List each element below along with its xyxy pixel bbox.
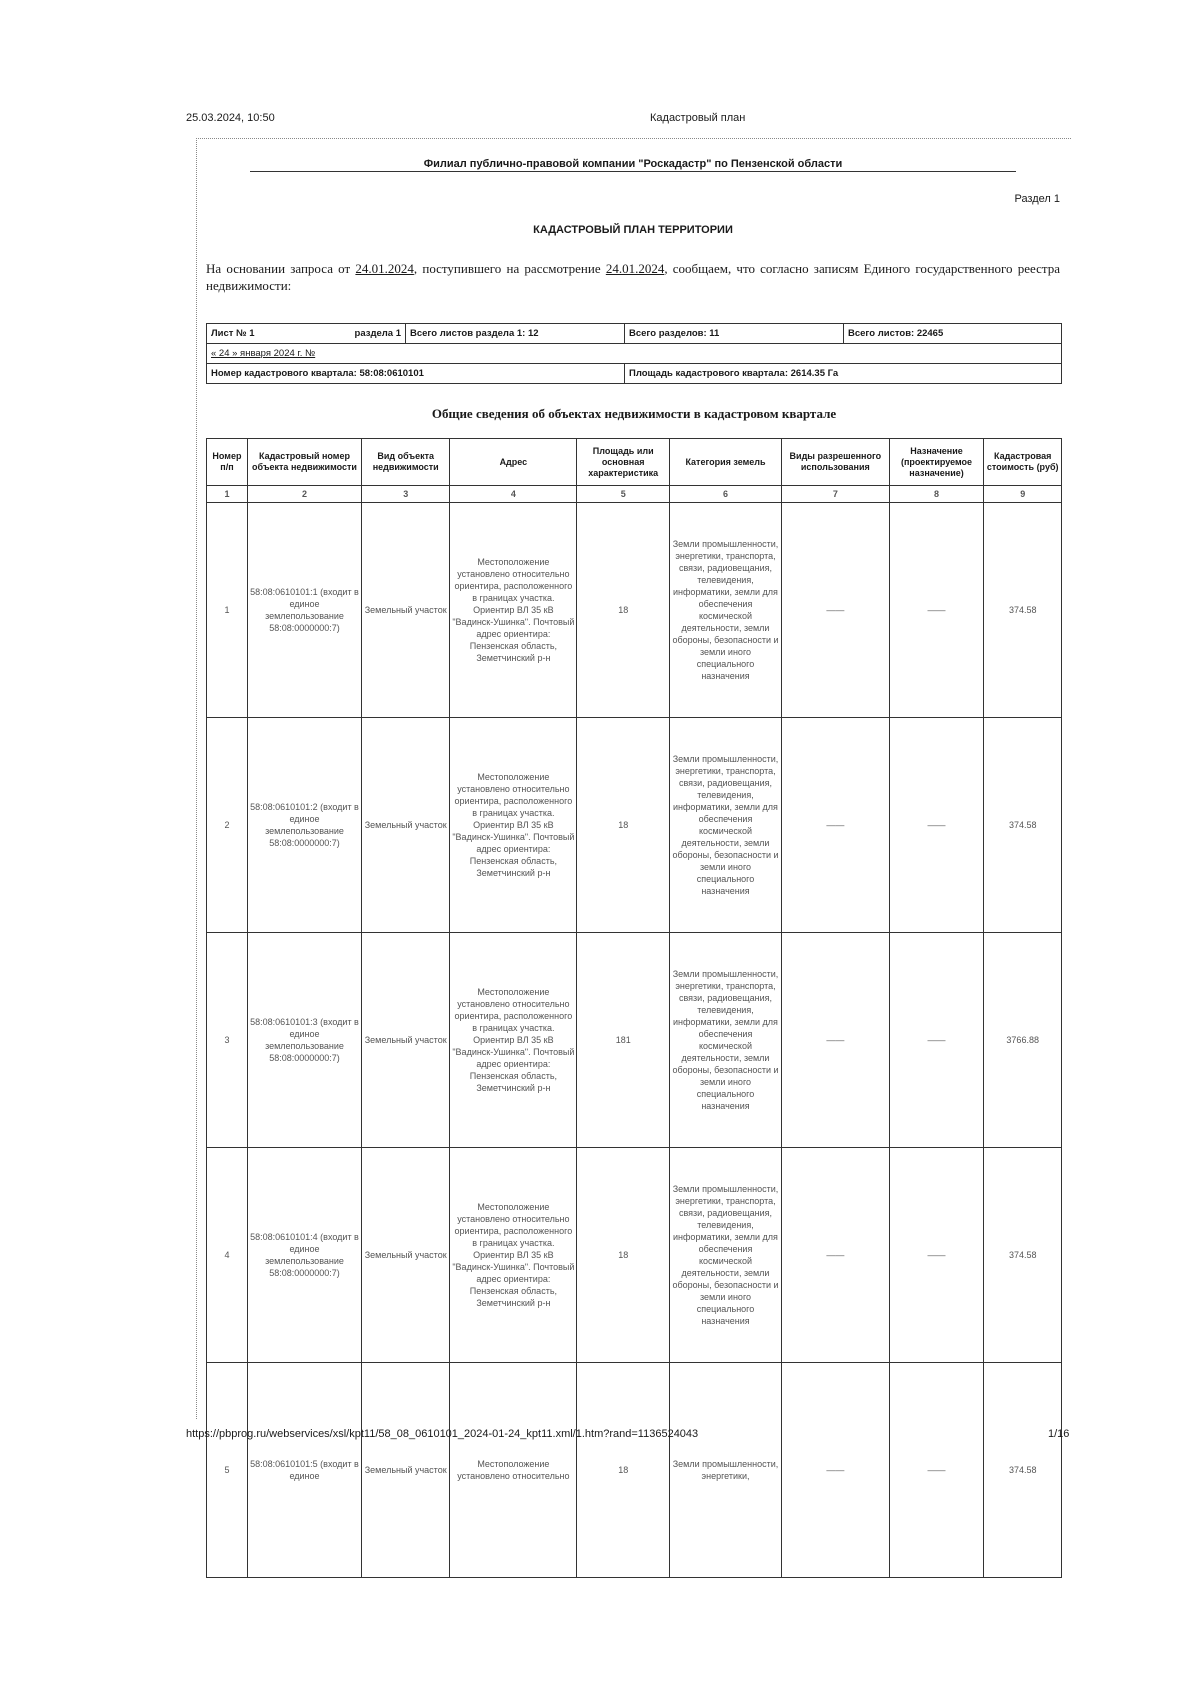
area-cell: 18 (577, 1363, 670, 1578)
column-number: 5 (577, 486, 670, 503)
cadastral-number-cell: 58:08:0610101:4 (входит в единое землепользование 58:08:0000000:7) (247, 1148, 361, 1363)
permitted-use-cell: —— (781, 933, 889, 1148)
column-header: Вид объекта недвижимости (362, 439, 450, 486)
column-number: 8 (889, 486, 984, 503)
address-cell: Местоположение установлено относительно ориентира, расположенного в границах участка. Ориентир ВЛ 35 кВ "Вадинск-Ушинка". Почтовый адрес ориентира: Пензенская область, Земетчинский р-н (450, 933, 577, 1148)
column-number: 1 (207, 486, 248, 503)
land-category-cell: Земли промышленности, энергетики, транспорта, связи, радиовещания, телевидения, информатики, земли для обеспечения космической деятельности, земли обороны, безопасности и земли иного специального назначения (670, 503, 782, 718)
column-header: Кадастровая стоимость (руб) (984, 439, 1062, 486)
area-cell: 18 (577, 503, 670, 718)
object-kind-cell: Земельный участок (362, 718, 450, 933)
purpose-cell: —— (889, 718, 984, 933)
page-counter: 1/16 (1048, 1428, 1070, 1440)
intro-text-start: На основании запроса от (206, 261, 351, 276)
land-category-cell: Земли промышленности, энергетики, транспорта, связи, радиовещания, телевидения, информатики, земли для обеспечения космической деятельности, земли обороны, безопасности и земли иного специального назначения (670, 933, 782, 1148)
purpose-cell: —— (889, 933, 984, 1148)
permitted-use-cell: —— (781, 1148, 889, 1363)
area-cell: 18 (577, 1148, 670, 1363)
column-number: 6 (670, 486, 782, 503)
row-number-cell: 1 (207, 503, 248, 718)
total-sections: Всего разделов: 11 (625, 324, 844, 344)
row-number-cell: 5 (207, 1363, 248, 1578)
column-header: Площадь или основная характеристика (577, 439, 670, 486)
column-number: 4 (450, 486, 577, 503)
row-number-cell: 2 (207, 718, 248, 933)
column-number: 2 (247, 486, 361, 503)
column-number: 9 (984, 486, 1062, 503)
table-row (207, 503, 1062, 718)
row-number-cell: 4 (207, 1148, 248, 1363)
area-cell: 181 (577, 933, 670, 1148)
cadastral-cost-cell: 374.58 (984, 718, 1062, 933)
object-kind-cell: Земельный участок (362, 503, 450, 718)
table-row (207, 718, 1062, 933)
address-cell: Местоположение установлено относительно ориентира, расположенного в границах участка. Ориентир ВЛ 35 кВ "Вадинск-Ушинка". Почтовый адрес ориентира: Пензенская область, Земетчинский р-н (450, 1148, 577, 1363)
permitted-use-cell: —— (781, 1363, 889, 1578)
column-number: 7 (781, 486, 889, 503)
table-row (207, 933, 1062, 1148)
cadastral-cost-cell: 374.58 (984, 1363, 1062, 1578)
address-cell: Местоположение установлено относительно ориентира, расположенного в границах участка. Ориентир ВЛ 35 кВ "Вадинск-Ушинка". Почтовый адрес ориентира: Пензенская область, Земетчинский р-н (450, 503, 577, 718)
address-cell: Местоположение установлено относительно ориентира, расположенного в границах участка. Ориентир ВЛ 35 кВ "Вадинск-Ушинка". Почтовый адрес ориентира: Пензенская область, Земетчинский р-н (450, 718, 577, 933)
total-sheets-section: Всего листов раздела 1: 12 (406, 324, 625, 344)
purpose-cell: —— (889, 503, 984, 718)
cadastral-number-cell: 58:08:0610101:1 (входит в единое землепользование 58:08:0000000:7) (247, 503, 361, 718)
purpose-cell: —— (889, 1148, 984, 1363)
sheet-section: раздела 1 (354, 328, 401, 339)
table-number-row (207, 486, 1062, 503)
land-category-cell: Земли промышленности, энергетики, транспорта, связи, радиовещания, телевидения, информатики, земли для обеспечения космической деятельности, земли обороны, безопасности и земли иного специального назначения (670, 1148, 782, 1363)
intro-paragraph (206, 260, 1060, 294)
date-line (207, 344, 1062, 364)
table-header-row (207, 439, 1062, 486)
cadastral-number-cell: 58:08:0610101:2 (входит в единое землепользование 58:08:0000000:7) (247, 718, 361, 933)
column-header: Категория земель (670, 439, 782, 486)
page-url: https://pbprog.ru/webservices/xsl/kpt11/58_08_0610101_2024-01-24_kpt11.xml/1.htm?rand=1136524043 (186, 1428, 699, 1440)
print-title: Кадастровый план (650, 112, 746, 124)
cadastral-cost-cell: 374.58 (984, 503, 1062, 718)
permitted-use-cell: —— (781, 503, 889, 718)
object-kind-cell: Земельный участок (362, 1148, 450, 1363)
table-title: Общие сведения об объектах недвижимости в кадастровом квартале (431, 406, 837, 421)
print-datetime: 25.03.2024, 10:50 (186, 112, 275, 124)
organization-title: Филиал публично-правовой компании "Роскадастр" по Пензенской области (250, 158, 1016, 172)
intro-text-end: , сообщаем, что согласно записям Единого государственного реестра недвижимости: (206, 261, 1060, 293)
intro-text-mid: , поступившего на рассмотрение (413, 261, 601, 276)
column-header: Кадастровый номер объекта недвижимости (247, 439, 361, 486)
cadastral-cost-cell: 374.58 (984, 1148, 1062, 1363)
object-kind-cell: Земельный участок (362, 933, 450, 1148)
land-category-cell: Земли промышленности, энергетики, транспорта, связи, радиовещания, телевидения, информатики, земли для обеспечения космической деятельности, земли обороны, безопасности и земли иного специального назначения (670, 718, 782, 933)
date-line-text: « 24 » января 2024 г. № (211, 348, 316, 359)
column-header: Назначение (проектируемое назначение) (889, 439, 984, 486)
land-category-cell: Земли промышленности, энергетики, (670, 1363, 782, 1578)
purpose-cell: —— (889, 1363, 984, 1578)
cadastral-cost-cell: 3766.88 (984, 933, 1062, 1148)
total-sheets: Всего листов: 22465 (844, 324, 1062, 344)
address-cell: Местоположение установлено относительно (450, 1363, 577, 1578)
area-cell: 18 (577, 718, 670, 933)
object-kind-cell: Земельный участок (362, 1363, 450, 1578)
objects-table (206, 438, 1062, 1578)
column-header: Номер п/п (207, 439, 248, 486)
receipt-date: 24.01.2024 (605, 261, 665, 276)
column-header: Виды разрешенного использования (781, 439, 889, 486)
row-number-cell: 3 (207, 933, 248, 1148)
table-row (207, 1363, 1062, 1578)
table-row (207, 1148, 1062, 1363)
request-date: 24.01.2024 (355, 261, 414, 276)
column-number: 3 (362, 486, 450, 503)
section-label: Раздел 1 (1014, 193, 1060, 205)
cadastral-number-cell: 58:08:0610101:3 (входит в единое землепользование 58:08:0000000:7) (247, 933, 361, 1148)
cadastral-number-cell: 58:08:0610101:5 (входит в единое (247, 1363, 361, 1578)
sheet-number: Лист № 1 (211, 328, 255, 339)
quarter-number: Номер кадастрового квартала: 58:08:0610101 (207, 364, 625, 384)
sheet-number-cell (207, 324, 406, 344)
plan-title: КАДАСТРОВЫЙ ПЛАН ТЕРРИТОРИИ (533, 224, 733, 236)
quarter-area: Площадь кадастрового квартала: 2614.35 Га (625, 364, 1062, 384)
permitted-use-cell: —— (781, 718, 889, 933)
sheet-info-table (206, 323, 1062, 384)
column-header: Адрес (450, 439, 577, 486)
